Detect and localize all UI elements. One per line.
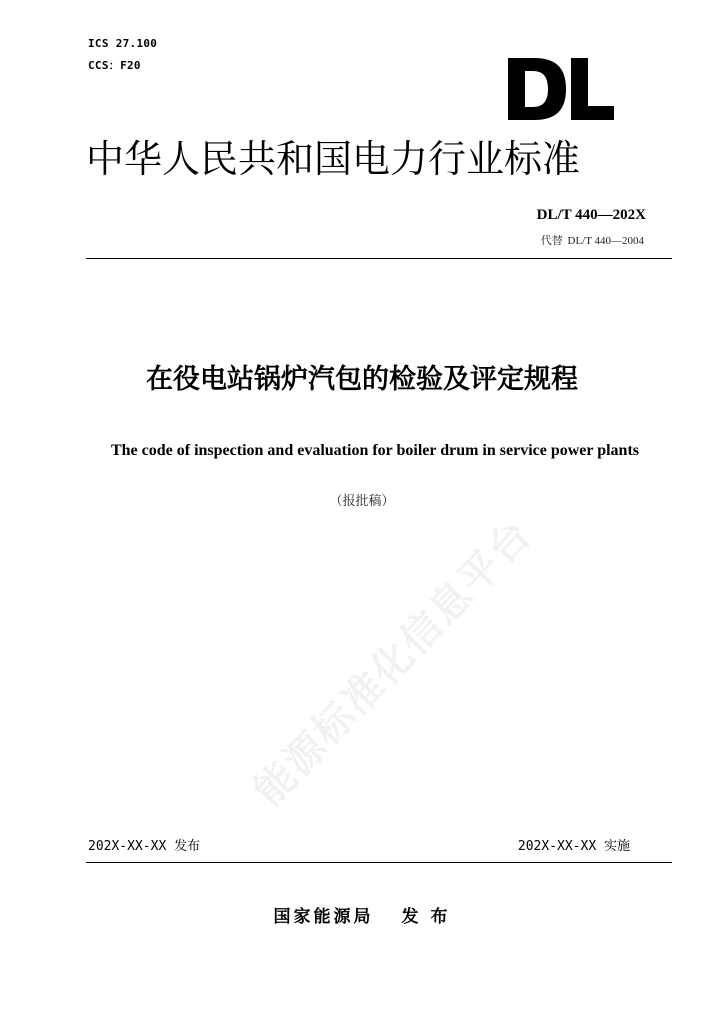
replaces-number: DL/T 440—2004 [567, 235, 644, 247]
ics-code: ICS 27.100 [88, 37, 158, 50]
dl-logo-letter-d [508, 58, 566, 120]
standard-number: DL/T 440—202X [536, 207, 646, 223]
publisher-action: 发 布 [401, 907, 451, 927]
ccs-code: CCS：F20 [88, 59, 141, 72]
publisher-name: 国家能源局 [273, 907, 374, 927]
issue-date: 202X-XX-XX 发布 [88, 839, 201, 854]
top-divider [86, 258, 672, 259]
watermark: 能源标准化信息平台 [245, 510, 542, 815]
issuing-authority-title: 中华人民共和国电力行业标准 [86, 137, 581, 181]
dl-logo-letter-l [571, 58, 614, 120]
draft-status: （报批稿） [329, 494, 395, 509]
dl-logo [508, 58, 614, 120]
bottom-divider [86, 862, 672, 863]
replaces-standard [541, 232, 646, 248]
replaces-label: 代替 [540, 235, 563, 247]
publisher [0, 902, 724, 927]
document-title-english: The code of inspection and evaluation for boiler drum in service power plants [110, 442, 639, 459]
document-title-chinese: 在役电站锅炉汽包的检验及评定规程 [146, 364, 578, 395]
implementation-date: 202X-XX-XX 实施 [517, 839, 630, 854]
